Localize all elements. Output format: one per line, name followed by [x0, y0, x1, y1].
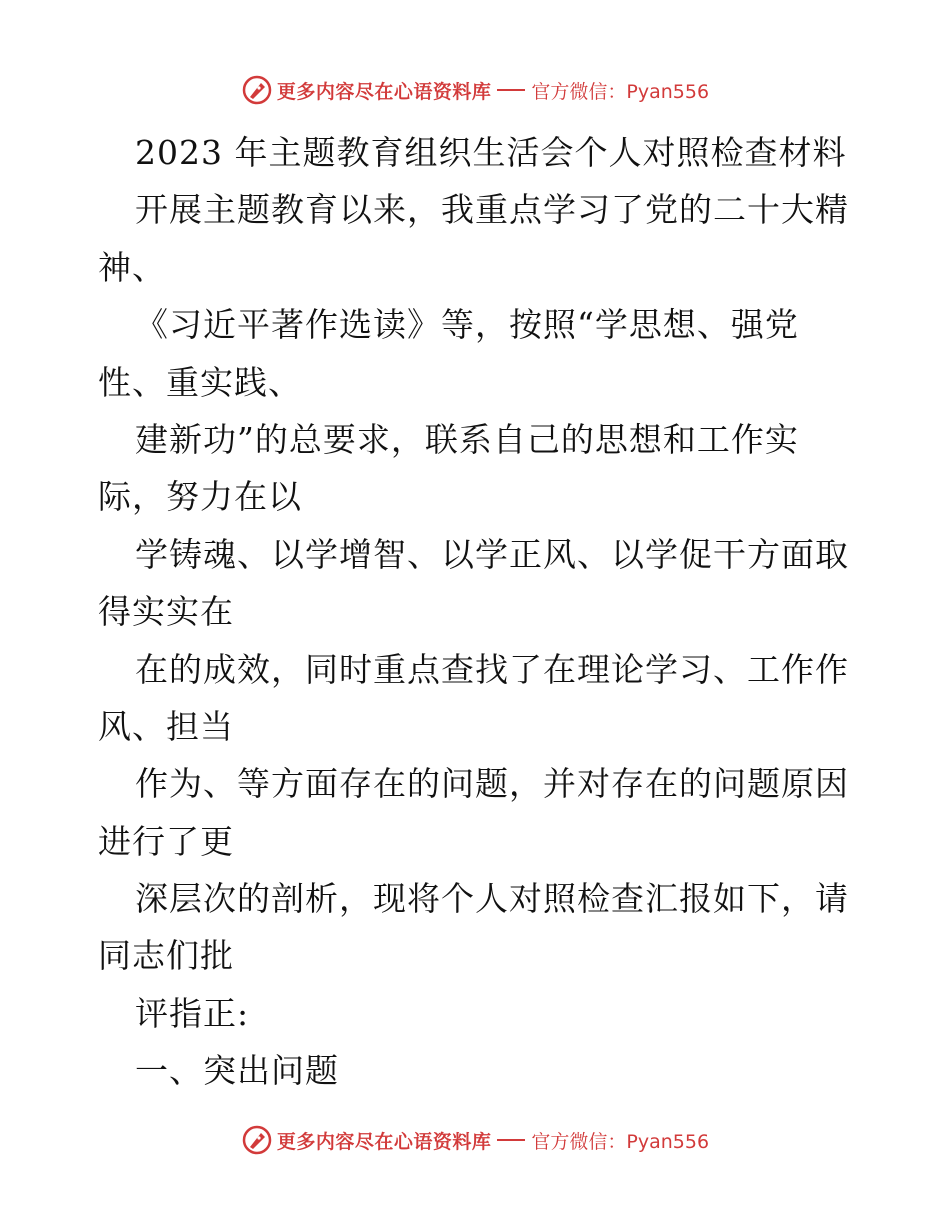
watermark-dash: [497, 89, 525, 91]
paragraph-line: 作为、等方面存在的问题，并对存在的问题原因: [135, 764, 849, 804]
paragraph-line: 深层次的剖析，现将个人对照检查汇报如下，请: [135, 879, 849, 919]
watermark-group: [241, 1124, 709, 1156]
paragraph-line: 《习近平著作选读》等，按照“学思想、强党: [135, 305, 799, 345]
watermark-group: [241, 74, 709, 106]
section-heading: 一、突出问题: [135, 1051, 339, 1091]
paragraph-line: 神、: [98, 247, 166, 287]
paragraph-line: 建新功”的总要求，联系自己的思想和工作实: [135, 419, 799, 459]
pen-nib-logo-icon: [241, 74, 273, 106]
watermark-brand-text: 更多内容尽在心语资料库: [276, 1130, 492, 1153]
paragraph-line: 得实实在: [98, 592, 234, 632]
paragraph-line: 评指正:: [135, 993, 250, 1033]
paragraph-line: 际，努力在以: [98, 477, 302, 517]
paragraph-line: 性、重实践、: [98, 362, 302, 402]
paragraph-line: 进行了更: [98, 821, 234, 861]
watermark-contact-text: 官方微信：Pyan556: [531, 1130, 710, 1153]
paragraph-line: 风、担当: [98, 706, 234, 746]
paragraph-line: 学铸魂、以学增智、以学正风、以学促干方面取: [135, 534, 849, 574]
paragraph-line: 同志们批: [98, 936, 234, 976]
footer-watermark: [0, 1120, 950, 1160]
watermark-dash: [497, 1139, 525, 1141]
paragraph-line: 在的成效，同时重点查找了在理论学习、工作作: [135, 649, 849, 689]
document-title: 2023 年主题教育组织生活会个人对照检查材料: [135, 133, 847, 172]
watermark-contact-text: 官方微信：Pyan556: [531, 80, 710, 103]
paragraph-line: 开展主题教育以来，我重点学习了党的二十大精: [135, 190, 849, 230]
document-body: [98, 124, 858, 1100]
watermark-brand-text: 更多内容尽在心语资料库: [276, 80, 492, 103]
pen-nib-logo-icon: [241, 1124, 273, 1156]
header-watermark: [0, 70, 950, 110]
